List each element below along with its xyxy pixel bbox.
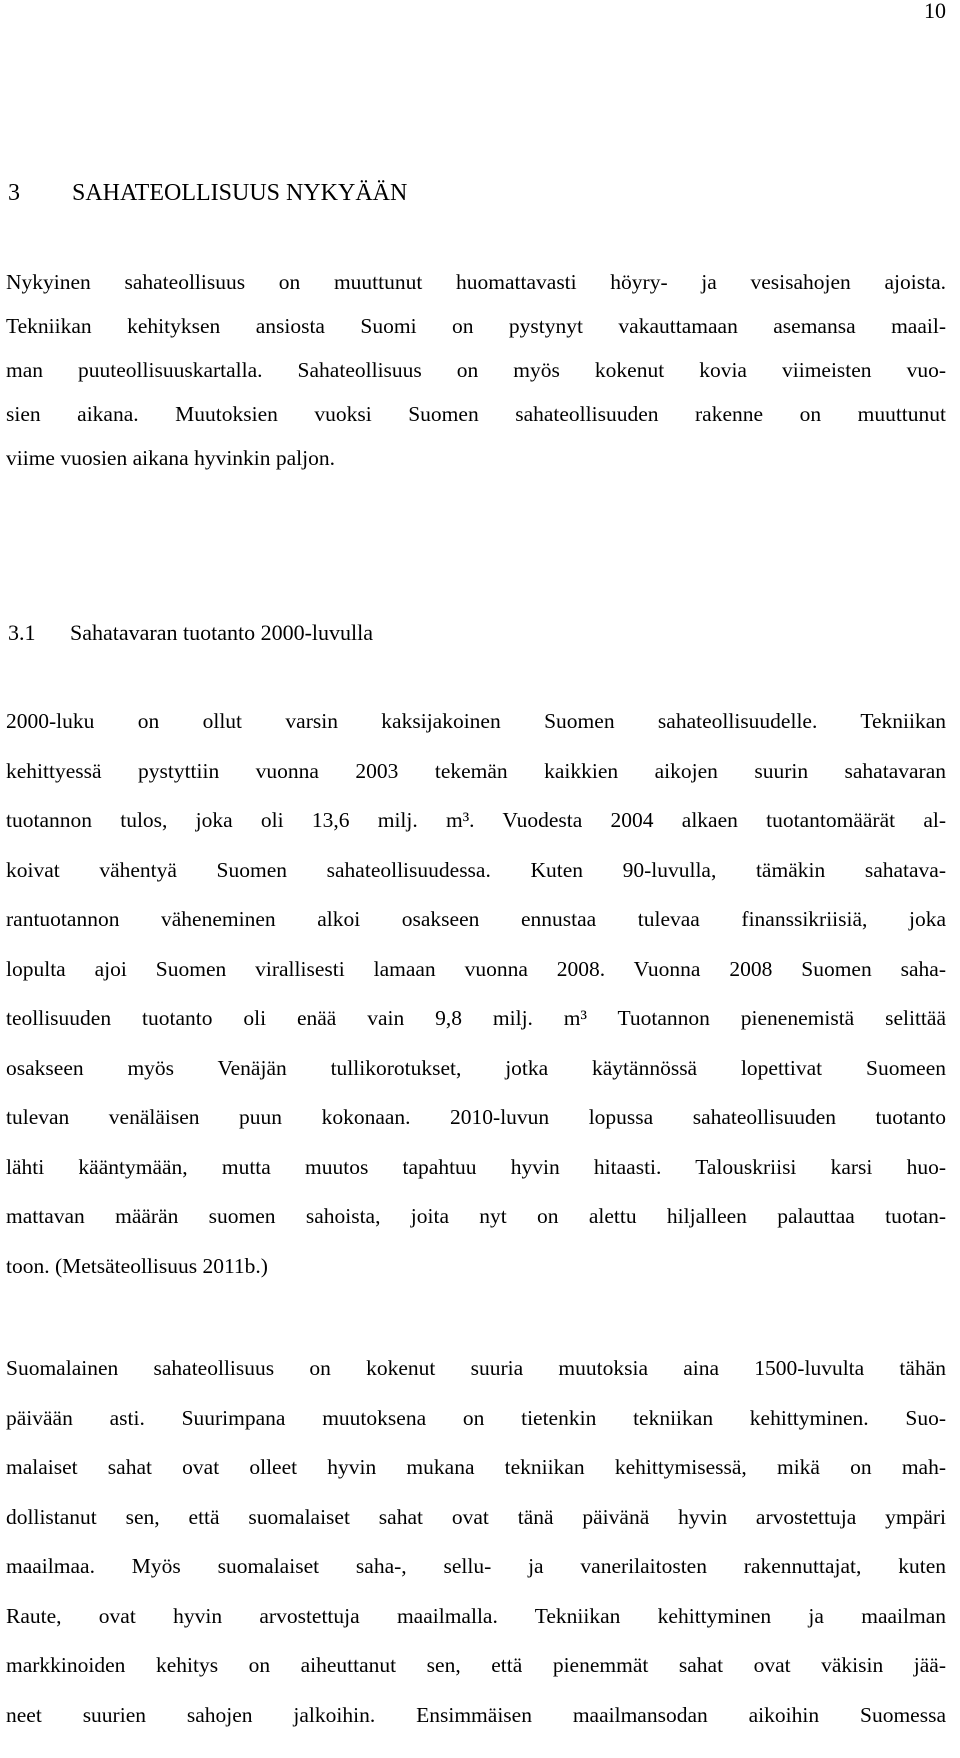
text-line: mattavan määrän suomen sahoista, joita nyt on alettu hiljalleen palauttaa tuotan- [6,1204,946,1228]
paragraph-production [6,697,946,1291]
text-line: toon. (Metsäteollisuus 2011b.) [6,1253,268,1278]
paragraph-history [6,1344,946,1740]
text-line: Suomalainen sahateollisuus on kokenut suuria muutoksia aina 1500-luvulta tähän [6,1356,946,1380]
text-line: Tekniikan kehityksen ansiosta Suomi on pystynyt vakauttamaan asemansa maail- [6,314,946,338]
text-line: viime vuosien aikana hyvinkin paljon. [6,446,336,470]
section-heading [8,618,373,648]
chapter-title: SAHATEOLLISUUS NYKYÄÄN [72,180,408,206]
chapter-number: 3 [8,180,20,206]
text-line: osakseen myös Venäjän tullikorotukset, jotka käytännössä lopettivat Suomeen [6,1055,946,1080]
chapter-heading [8,178,407,208]
text-line: dollistanut sen, että suomalaiset sahat ovat tänä päivänä hyvin arvostettuja ympäri [6,1504,946,1529]
text-line: rantuotannon väheneminen alkoi osakseen ennustaa tulevaa finanssikriisiä, joka [6,907,946,931]
text-line: man puuteollisuuskartalla. Sahateollisuus on myös kokenut kovia viimeisten vuo- [6,358,946,382]
text-line: lähti kääntymään, mutta muutos tapahtuu hyvin hitaasti. Talouskriisi karsi huo- [6,1154,946,1179]
text-line: neet suurien sahojen jalkoihin. Ensimmäisen maailmansodan aikoihin Suomessa [6,1702,946,1727]
text-line: kehittyessä pystyttiin vuonna 2003 tekemän kaikkien aikojen suurin sahatavaran [6,758,946,783]
text-line: Raute, ovat hyvin arvostettuja maailmalla. Tekniikan kehittyminen ja maailman [6,1603,946,1628]
section-title: Sahatavaran tuotanto 2000-luvulla [70,620,374,645]
page-number: 10 [924,0,946,23]
text-line: Nykyinen sahateollisuus on muuttunut huomattavasti höyry- ja vesisahojen ajoista. [6,270,946,294]
text-line: maailmaa. Myös suomalaiset saha-, sellu- ja vanerilaitosten rakennuttajat, kuten [6,1554,946,1578]
section-number: 3.1 [8,620,36,645]
text-line: tuotannon tulos, joka oli 13,6 milj. m³. Vuodesta 2004 alkaen tuotantomäärät al- [6,808,946,832]
paragraph-intro [6,260,946,480]
text-line: 2000-luku on ollut varsin kaksijakoinen Suomen sahateollisuudelle. Tekniikan [6,709,946,733]
text-line: sien aikana. Muutoksien vuoksi Suomen sahateollisuuden rakenne on muuttunut [6,402,946,426]
text-line: malaiset sahat ovat olleet hyvin mukana tekniikan kehittymisessä, mikä on mah- [6,1455,946,1479]
text-line: päivään asti. Suurimpana muutoksena on tietenkin tekniikan kehittyminen. Suo- [6,1405,946,1430]
text-line: teollisuuden tuotanto oli enää vain 9,8 milj. m³ Tuotannon pienenemistä selittää [6,1006,946,1030]
text-line: koivat vähentyä Suomen sahateollisuudessa. Kuten 90-luvulla, tämäkin sahatava- [6,857,946,882]
text-line: tulevan venäläisen puun kokonaan. 2010-luvun lopussa sahateollisuuden tuotanto [6,1105,946,1129]
text-line: lopulta ajoi Suomen virallisesti lamaan vuonna 2008. Vuonna 2008 Suomen saha- [6,956,946,981]
text-line: markkinoiden kehitys on aiheuttanut sen, että pienemmät sahat ovat väkisin jää- [6,1653,946,1677]
